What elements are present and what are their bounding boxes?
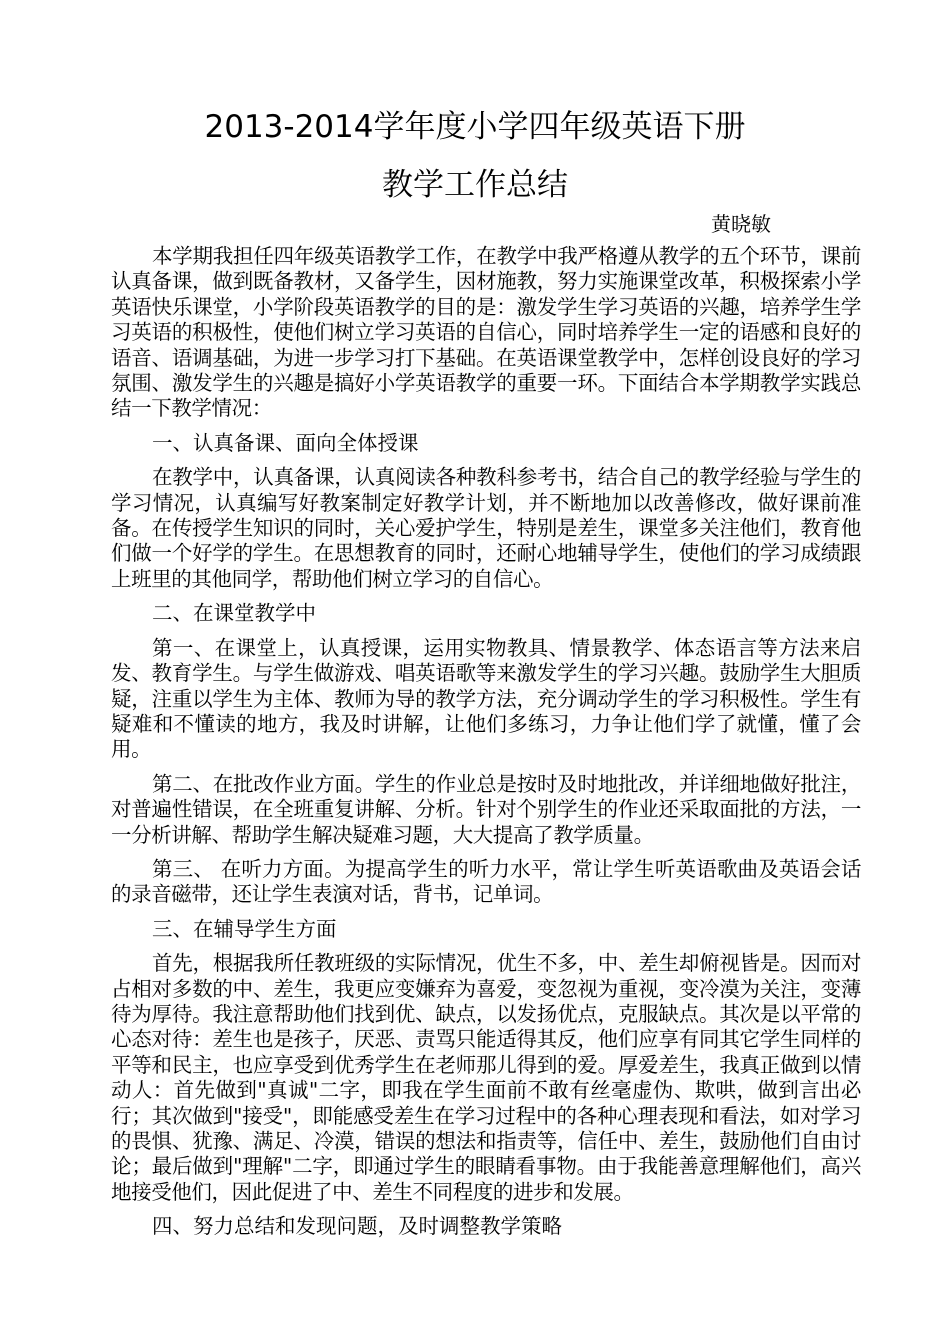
section-3-paragraph: 首先，根据我所任教班级的实际情况，优生不多，中、差生却俯视皆是。因而对占相对多数的中、差生，我更应变嫌弃为喜爱，变忽视为重视，变冷漠为关注，变薄待为厚待。我注意帮助他们找到优、缺点，以发扬优点，克服缺点。其次是以平常的心态对待：差生也是孩子，厌恶、责骂只能适得其反，他们应享有同其它学生同样的平等和民主，也应享受到优秀学生在老师那儿得到的爱。厚爱差生，我真正做到以情动人：首先做到"真诚"二字，即我在学生面前不敢有丝毫虚伪、欺哄，做到言出必行；其次做到"接受"，即能感受差生在学习过程中的各种心理表现和看法，如对学习的畏惧、犹豫、满足、冷漠，错误的想法和指责等，信任中、差生，鼓励他们自由讨论；最后做到"理解"二字，即通过学生的眼睛看事物。由于我能善意理解他们，高兴地接受他们，因此促进了中、差生不同程度的进步和发展。: [111, 951, 861, 1204]
section-2-paragraph-2: 第二、在批改作业方面。学生的作业总是按时及时地批改，并详细地做好批注，对普遍性错误，在全班重复讲解、分析。针对个别学生的作业还采取面批的方法，一一分析讲解、帮助学生解决疑难习题，大大提高了教学质量。: [111, 771, 861, 847]
document-body: [111, 244, 861, 1249]
author-name: 黄晓敏: [711, 212, 771, 236]
section-2-heading: 二、在课堂教学中: [152, 601, 316, 626]
section-3-heading: 三、在辅导学生方面: [152, 916, 337, 941]
section-1-paragraph: 在教学中，认真备课，认真阅读各种教科参考书，结合自己的教学经验与学生的学习情况，认真编写好教案制定好教学计划，并不断地加以改善修改，做好课前准备。在传授学生知识的同时，关心爱护学生，特别是差生，课堂多关注他们，教育他们做一个好学的学生。在思想教育的同时，还耐心地辅导学生，使他们的学习成绩跟上班里的其他同学，帮助他们树立学习的自信心。: [111, 465, 861, 591]
section-2-paragraph-1: 第一、在课堂上，认真授课，运用实物教具、情景教学、体态语言等方法来启发、教育学生。与学生做游戏、唱英语歌等来激发学生的学习兴趣。鼓励学生大胆质疑，注重以学生为主体、教师为导的教学方法，充分调动学生的学习积极性。学生有疑难和不懂读的地方，我及时讲解，让他们多练习，力争让他们学了就懂，懂了会用。: [111, 635, 861, 762]
intro-paragraph: 本学期我担任四年级英语教学工作，在教学中我严格遵从教学的五个环节，课前认真备课，做到既备教材，又备学生，因材施教，努力实施课堂改革，积极探索小学英语快乐课堂，小学阶段英语教学的目的是：激发学生学习英语的兴趣，培养学生学习英语的积极性，使他们树立学习英语的自信心，同时培养学生一定的语感和良好的语音、语调基础，为进一步学习打下基础。在英语课堂教学中，怎样创设良好的学习氛围、激发学生的兴趣是搞好小学英语教学的重要一环。下面结合本学期教学实践总结一下教学情况：: [111, 244, 861, 421]
section-2-paragraph-3: 第三、 在听力方面。为提高学生的听力水平，常让学生听英语歌曲及英语会话的录音磁带，还让学生表演对话，背书，记单词。: [111, 856, 861, 907]
document-title-line-2: 教学工作总结: [382, 167, 568, 203]
section-1-heading: 一、认真备课、面向全体授课: [152, 430, 419, 455]
document-title-line-1: 2013-2014学年度小学四年级英语下册: [204, 109, 746, 145]
section-4-heading: 四、努力总结和发现问题，及时调整教学策略: [152, 1214, 562, 1239]
